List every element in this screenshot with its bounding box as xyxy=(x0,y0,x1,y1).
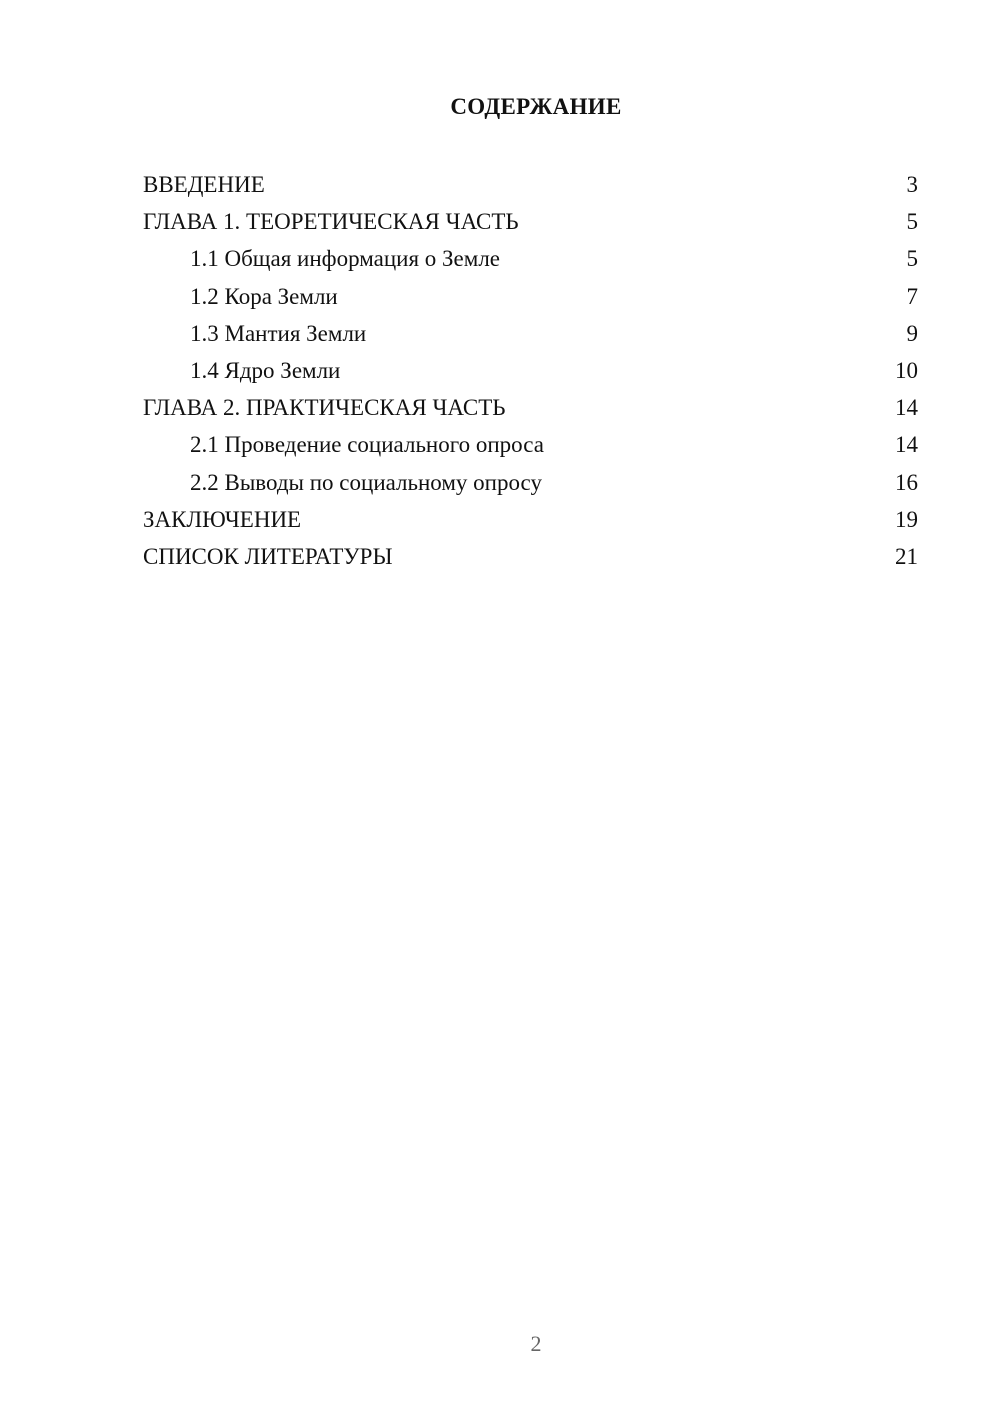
toc-entry-page: 19 xyxy=(895,506,918,532)
toc-entry-label: ГЛАВА 2. ПРАКТИЧЕСКАЯ ЧАСТЬ xyxy=(143,395,506,421)
toc-entry-page: 14 xyxy=(895,395,918,421)
toc-entry-chapter-2[interactable] xyxy=(143,389,918,426)
toc-entry-label: 2.1 Проведение социального опроса xyxy=(190,432,544,458)
toc-entry-label: ВВЕДЕНИЕ xyxy=(143,172,265,197)
toc-entry-section-2-2[interactable] xyxy=(143,464,918,501)
toc-entry-section-2-1[interactable] xyxy=(143,426,918,463)
table-of-contents xyxy=(143,166,918,575)
toc-entry-page: 9 xyxy=(906,320,918,346)
toc-entry-page: 7 xyxy=(906,283,918,309)
toc-entry-page: 21 xyxy=(895,543,918,569)
toc-entry-page: 3 xyxy=(906,172,918,197)
toc-entry-page: 10 xyxy=(895,357,918,383)
toc-entry-label: 1.2 Кора Земли xyxy=(190,283,338,309)
toc-entry-label: ЗАКЛЮЧЕНИЕ xyxy=(143,506,302,532)
toc-entry-section-1-1[interactable] xyxy=(143,240,918,277)
toc-entry-page: 5 xyxy=(906,209,918,235)
toc-entry-chapter-1[interactable] xyxy=(143,203,918,240)
toc-entry-references[interactable] xyxy=(143,538,918,575)
toc-entry-label: 2.2 Выводы по социальному опросу xyxy=(190,469,542,495)
toc-entry-section-1-2[interactable] xyxy=(143,278,918,315)
toc-heading: СОДЕРЖАНИЕ xyxy=(450,94,622,119)
toc-entry-page: 14 xyxy=(895,432,918,458)
toc-entry-section-1-3[interactable] xyxy=(143,315,918,352)
toc-entry-label: 1.4 Ядро Земли xyxy=(190,357,341,383)
toc-entry-label: ГЛАВА 1. ТЕОРЕТИЧЕСКАЯ ЧАСТЬ xyxy=(143,209,519,235)
page-number: 2 xyxy=(530,1331,542,1356)
toc-entry-introduction[interactable] xyxy=(143,166,918,203)
toc-entry-page: 5 xyxy=(906,246,918,272)
toc-entry-label: СПИСОК ЛИТЕРАТУРЫ xyxy=(143,543,393,569)
toc-entry-label: 1.1 Общая информация о Земле xyxy=(190,246,501,272)
toc-entry-section-1-4[interactable] xyxy=(143,352,918,389)
toc-entry-label: 1.3 Мантия Земли xyxy=(190,320,367,346)
toc-entry-conclusion[interactable] xyxy=(143,501,918,538)
toc-entry-page: 16 xyxy=(895,469,918,495)
